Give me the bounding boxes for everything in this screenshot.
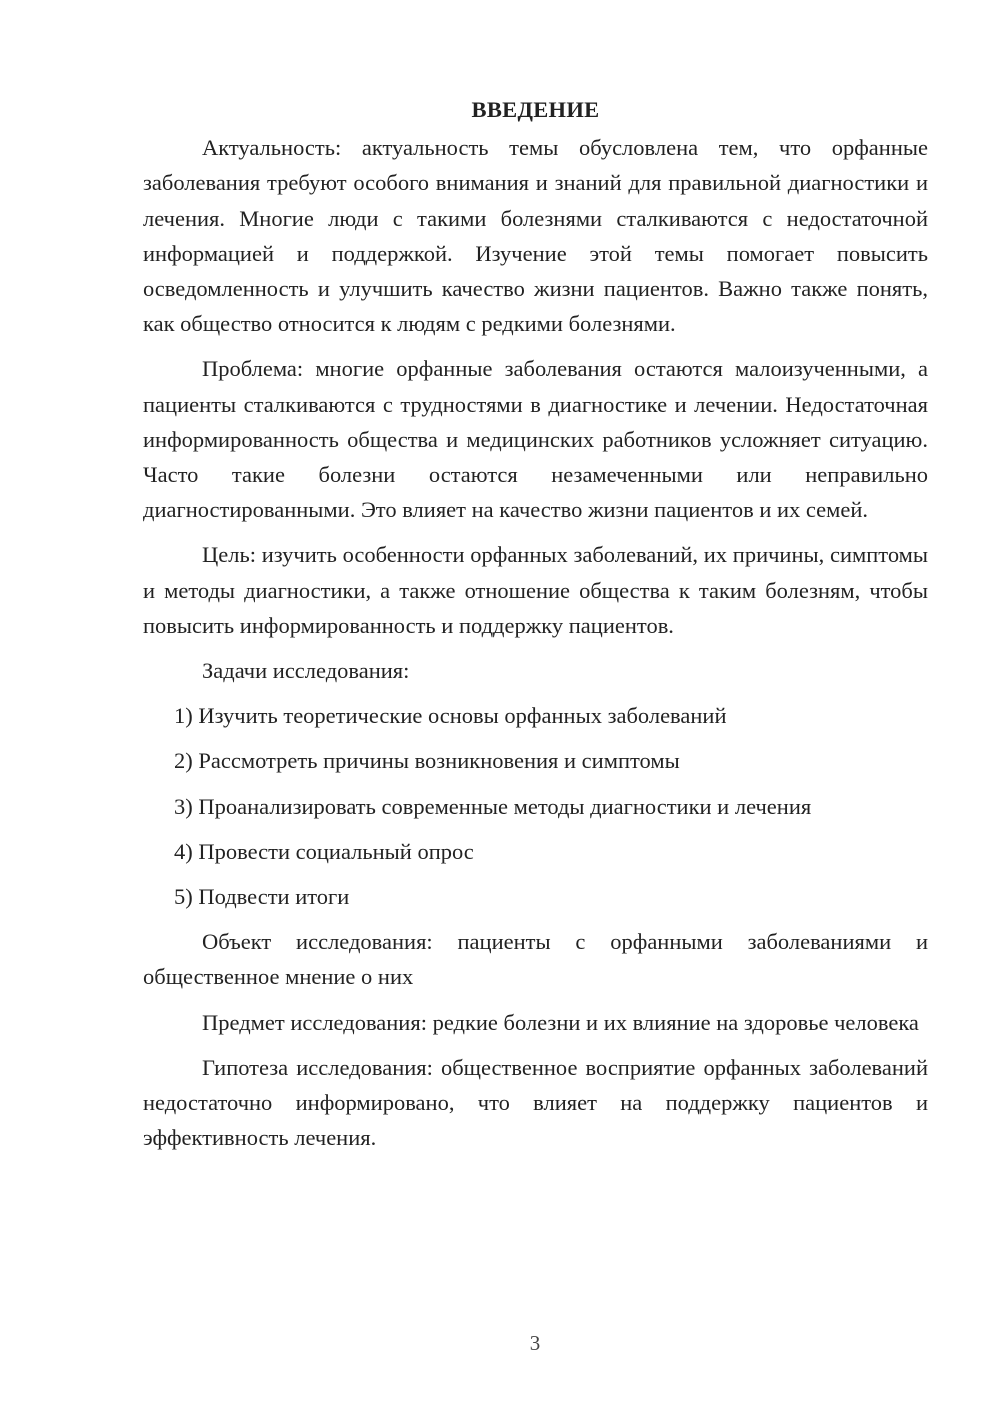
object-paragraph: Объект исследования: пациенты с орфанными заболеваниями и общественное мнение о них xyxy=(143,929,928,990)
tasks-list xyxy=(143,698,928,914)
tasks-heading: Задачи исследования: xyxy=(202,658,410,684)
subject-paragraph: Предмет исследования: редкие болезни и их влияние на здоровье человека xyxy=(202,1009,919,1035)
task-item: 4) Провести социальный опрос xyxy=(174,838,474,864)
hypothesis-paragraph: Гипотеза исследования: общественное восприятие орфанных заболеваний недостаточно информировано, что влияет на поддержку пациентов и эффективность лечения. xyxy=(143,1054,928,1151)
task-item: 2) Рассмотреть причины возникновения и симптомы xyxy=(174,748,680,774)
task-item: 3) Проанализировать современные методы диагностики и лечения xyxy=(174,793,812,819)
document-page xyxy=(143,92,928,1165)
relevance-paragraph: Актуальность: актуальность темы обусловлена тем, что орфанные заболевания требуют особого внимания и знаний для правильной диагностики и лечения. Многие люди с такими болезнями сталкиваются с недостаточной информацией и поддержкой. Изучение этой темы помогает повысить осведомленность и улучшить качество жизни пациентов. Важно также понять, как общество относится к людям с редкими болезнями. xyxy=(143,135,928,337)
section-title: ВВЕДЕНИЕ xyxy=(471,97,600,122)
page-number: 3 xyxy=(529,1331,541,1355)
problem-paragraph: Проблема: многие орфанные заболевания остаются малоизученными, а пациенты сталкиваются с трудностями в диагностике и лечении. Недостаточная информированность общества и медицинских работников усложняет ситуацию. Часто такие болезни остаются незамеченными или неправильно диагностированными. Это влияет на качество жизни пациентов и их семей. xyxy=(143,356,928,523)
task-item: 5) Подвести итоги xyxy=(174,884,350,910)
goal-paragraph: Цель: изучить особенности орфанных заболеваний, их причины, симптомы и методы диагностики, а также отношение общества к таким болезням, чтобы повысить информированность и поддержку пациентов. xyxy=(143,542,928,638)
task-item: 1) Изучить теоретические основы орфанных заболеваний xyxy=(174,703,727,729)
